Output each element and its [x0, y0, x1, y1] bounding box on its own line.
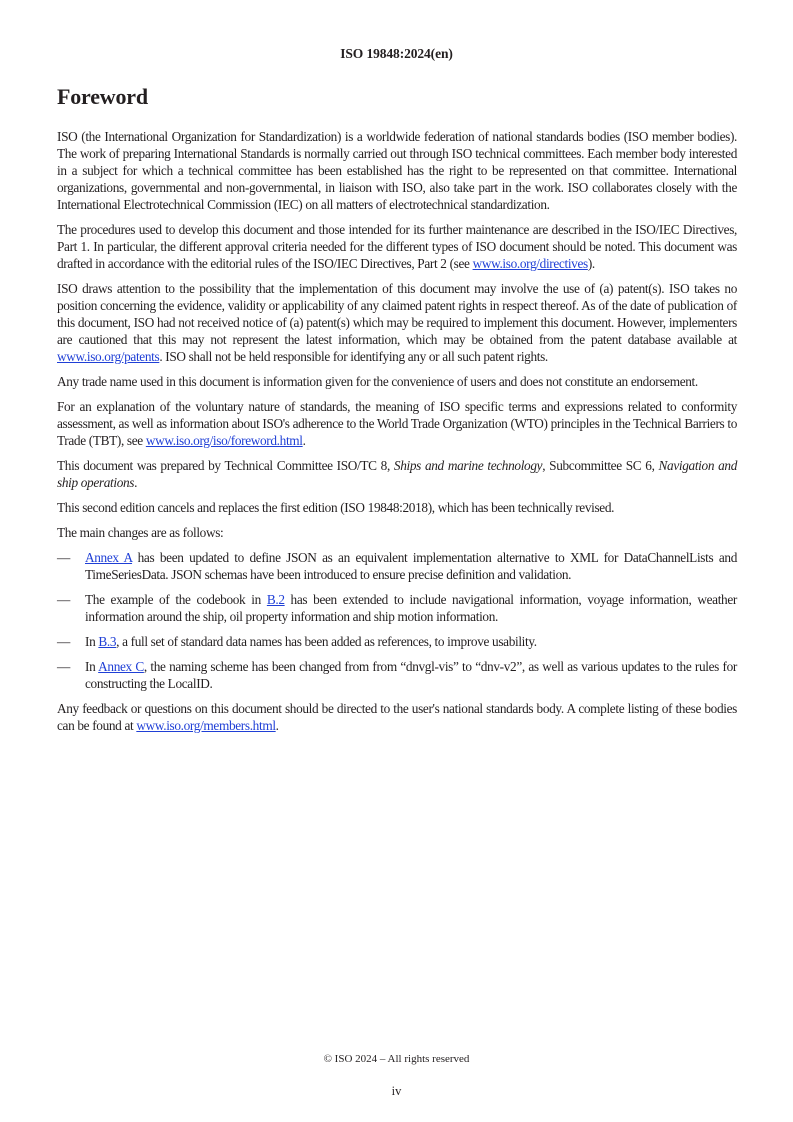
copyright-footer: © ISO 2024 – All rights reserved [323, 1053, 470, 1065]
b2-link[interactable]: B.2 [266, 592, 285, 607]
dash-bullet: — [57, 550, 70, 565]
changes-list [57, 549, 737, 692]
list-item [57, 591, 737, 625]
paragraph-feedback [57, 700, 737, 734]
paragraph-voluntary-nature [57, 398, 737, 449]
paragraph-edition: This second edition cancels and replaces the first edition (ISO 19848:2018), which has been technically revised. [57, 500, 615, 515]
dash-bullet: — [57, 592, 70, 607]
committee-title: Ships and marine technology [393, 458, 543, 473]
paragraph-text: For an explanation of the voluntary nature of standards, the meaning of ISO specific terms and expressions related to conformity assessment, as well as information about ISO's adherence to the World Trade Organization (WTO) principles in the Technical Barriers to Trade (TBT), see [57, 399, 737, 448]
paragraph-text: , Subcommittee SC 6, [542, 458, 659, 473]
document-header: ISO 19848:2024(en) [340, 46, 453, 61]
page-number: iv [391, 1084, 402, 1098]
paragraph-text: This document was prepared by Technical Committee ISO/TC 8, [57, 458, 394, 473]
list-item-text: has been updated to define JSON as an equivalent implementation alternative to XML for DataChannelLists and TimeSeriesData. JSON schemas have been introduced to ensure precise definition and validation. [85, 550, 737, 582]
list-item-text: , the naming scheme has been changed from from “dnvgl-vis” to “dnv-v2”, as well as various updates to the rules for constructing the LocalID. [85, 659, 737, 691]
list-item-text: The example of the codebook in [85, 592, 267, 607]
page-title: Foreword [57, 84, 148, 109]
list-item [57, 633, 737, 650]
paragraph-text: . ISO shall not be held responsible for identifying any or all such patent rights. [159, 349, 548, 364]
patents-link[interactable]: www.iso.org/patents [57, 349, 160, 364]
paragraph-main-changes-intro: The main changes are as follows: [57, 525, 224, 540]
paragraph-committee [57, 457, 737, 491]
list-item-text: In [85, 634, 99, 649]
annex-c-link[interactable]: Annex C [98, 659, 144, 674]
list-item-text: In [85, 659, 99, 674]
paragraph-patents [57, 280, 737, 365]
paragraph-iso-federation: ISO (the International Organization for Standardization) is a worldwide federation of national standards bodies (ISO member bodies). The work of preparing International Standards is normally carried out through ISO technical committees. Each member body interested in a subject for which a technical committee has been established has the right to be represented on that committee. International organizations, governmental and non-governmental, in liaison with ISO, also take part in the work. ISO collaborates closely with the International Electrotechnical Commission (IEC) on all matters of electrotechnical standardization. [57, 129, 737, 212]
foreword-body [57, 128, 737, 742]
paragraph-text: ISO draws attention to the possibility that the implementation of this document may involve the use of (a) patent(s). ISO takes no position concerning the evidence, validity or applicability of any claimed patent rights in respect thereof. As of the date of publication of this document, ISO had not received notice of (a) patent(s) which may be required to implement this document. However, implementers are cautioned that this may not represent the latest information, which may be obtained from the patent database available at [57, 281, 737, 347]
paragraph-text: . [275, 718, 279, 733]
paragraph-text: . [302, 433, 306, 448]
subcommittee-title: Navigation and ship operations [57, 458, 737, 490]
paragraph-text: The procedures used to develop this document and those intended for its further maintenance are described in the ISO/IEC Directives, Part 1. In particular, the different approval criteria needed for the different types of ISO document should be noted. This document was drafted in accordance with the editorial rules of the ISO/IEC Directives, Part 2 (see [57, 222, 737, 271]
paragraph-procedures [57, 221, 737, 272]
list-item [57, 549, 737, 583]
list-item [57, 658, 737, 692]
foreword-link[interactable]: www.iso.org/iso/foreword.html [145, 433, 303, 448]
members-link[interactable]: www.iso.org/members.html [136, 718, 276, 733]
dash-bullet: — [57, 659, 70, 674]
directives-link[interactable]: www.iso.org/directives [472, 256, 588, 271]
list-item-text: has been extended to include navigational information, voyage information, weather information around the ship, oil property information and ship motion information. [85, 592, 737, 624]
paragraph-text: . [134, 475, 138, 490]
annex-a-link[interactable]: Annex A [85, 550, 133, 565]
b3-link[interactable]: B.3 [98, 634, 117, 649]
paragraph-text: Any feedback or questions on this document should be directed to the user's national standards body. A complete listing of these bodies can be found at [57, 701, 737, 733]
paragraph-trade-name: Any trade name used in this document is information given for the convenience of users and does not constitute an endorsement. [57, 374, 698, 389]
list-item-text: , a full set of standard data names has been added as references, to improve usability. [116, 634, 537, 649]
dash-bullet: — [57, 634, 70, 649]
paragraph-text: ). [587, 256, 595, 271]
